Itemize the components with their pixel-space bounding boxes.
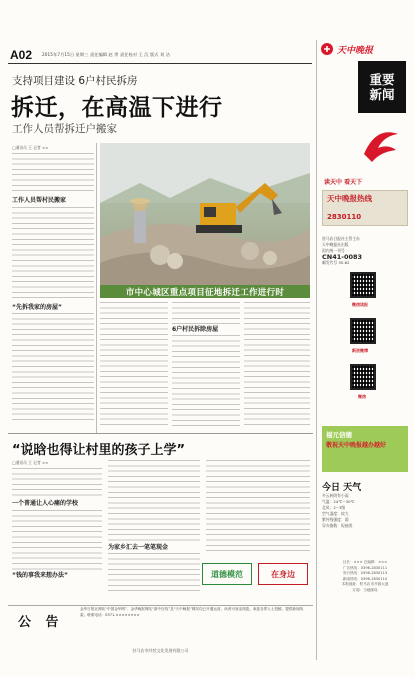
weather-title: 今日 天气 [322,483,362,493]
weather-row: 空气湿度：较大 [322,511,349,516]
story2-column-1 [12,460,102,600]
publication-info [322,236,408,266]
promo-title: 天中晚报热线 [327,194,372,203]
story-divider [8,433,313,434]
weather-row: 紫外线强度：弱 [322,517,349,522]
qr2-label: 新浪微博 [352,348,368,353]
photo-caption-band [100,285,310,298]
right-sidebar [320,40,410,670]
text-block [244,302,310,427]
story1-byline: □通讯员 王 记者 ×× [12,145,49,150]
story1-column-3 [172,302,240,432]
staff-line: 社长：××× 总编辑：××× [342,560,388,564]
cn-label: 国内统一刊号 [322,248,345,253]
cn-number: CN41-0083 [322,253,363,261]
slogan: 读天中 看天下 [324,179,363,186]
photo-caption-title: 市中心城区重点项目征地拆迁工作进行时 [125,287,285,298]
story2-section-title: 一个普通让人心痛的学校 [12,500,79,508]
story1-column-2 [100,302,168,432]
moral-model-ad [200,560,310,588]
wechat-qr-icon[interactable] [350,272,376,298]
staff-info [322,560,408,593]
text-block [12,510,102,570]
text-block [108,553,200,593]
ad-title: 福元信德 [326,431,352,439]
important-news-badge [358,61,406,113]
notice-text: 金华日报社网站“中国金华网”、金华晚报网站“浙中在线”及“天中晚报”网站均已开通运营，读者可登录浏览。欢迎各界人士投稿、提供新闻线索。联系电话：0571-×××××××× [80,607,304,617]
qr3-label: 微信 [358,394,366,399]
story1-section-title: 工作人员帮村民搬家 [12,197,67,205]
weather-row: 穿衣指数：短袖类 [322,523,353,528]
text-block [100,302,168,427]
text-block [206,460,310,552]
staff-line: 本报地址：驻马店市开源大道 [341,582,389,586]
page-header [10,48,310,62]
qr1-label: 微信读报 [352,302,368,307]
weather-row: 北风：2~3级 [322,505,346,510]
text-block [172,302,240,324]
header-rule [8,63,312,64]
sidebar-divider [316,40,317,660]
story2-byline: □通讯员 王 记者 ×× [12,460,49,465]
text-block [12,468,102,498]
notice-label: 公 告 [18,615,64,630]
weather-row: 多云转阴有小雨 [322,493,349,498]
hotline-promo [322,190,408,226]
post-label: 邮发代号 35-62 [322,260,350,265]
masthead-logo-icon [320,42,334,56]
staff-line: 广告热线：0396-2830111 [342,565,388,570]
text-block [108,460,200,542]
story1-subhead: 工作人员帮拆迁户搬家 [12,123,117,135]
story2-section2-title: “钱的事我来想办法” [12,571,68,579]
masthead-name: 天中晚报 [337,45,374,56]
ad-right-box: 在身边 [258,563,308,585]
column-divider [96,143,97,433]
story2-section3-title: 为家乡汇去一笔笔现金 [108,544,169,551]
staff-line: 发行热线：0396-2830113 [342,571,388,575]
story1-section3-title: 6户村民拆除房屋 [172,326,219,333]
page-number: A02 [10,48,33,62]
wechat2-qr-icon[interactable] [350,364,376,390]
badge-line2: 新闻 [369,87,395,102]
badge-line1: 重要 [369,72,395,87]
weather-box [322,480,408,529]
weibo-qr-icon[interactable] [350,318,376,344]
footer-line: 驻马店市经营文化发展有限公司 [132,648,189,653]
weather-row: 气温：24℃~30℃ [322,499,355,504]
story2-headline: “说晗也得让村里的孩子上学” [12,443,186,458]
story1-headline: 拆迁，在高温下进行 [11,95,223,121]
header-meta: 2015年7月15日 星期三 责任编辑 赵 霁 责任校对 王 沉 版式 刘 洁 [42,52,171,57]
excavator-scene-image [100,143,310,298]
story2-column-2 [108,460,200,600]
story1-section2-title: “先拆我家的房屋” [12,303,62,311]
ad-subtitle: 敬祝天中晚报越办越好 [326,442,387,449]
text-block [12,153,94,195]
staff-line: 新闻热线：0396-2830110 [342,576,388,581]
masthead [320,40,410,58]
text-block [172,335,240,430]
staff-line: 订阅：当地邮局 [352,587,378,592]
text-block [12,313,94,423]
fuyuan-ad [322,426,408,472]
text-block [12,207,94,302]
story2-column-3 [206,460,310,556]
story1-column-1 [12,145,94,440]
newspaper-emblem-icon [358,124,404,166]
info-line2: 天中晚报社出版 [322,242,349,247]
ad-left-box: 道德模范 [202,563,252,585]
construction-photo [100,143,310,298]
promo-number: 2830110 [327,213,362,221]
story1-column-4 [244,302,310,432]
info-line1: 驻马店日报社主管主办 [322,236,360,241]
story1-kicker: 支持项目建设 6户村民拆房 [12,75,138,87]
